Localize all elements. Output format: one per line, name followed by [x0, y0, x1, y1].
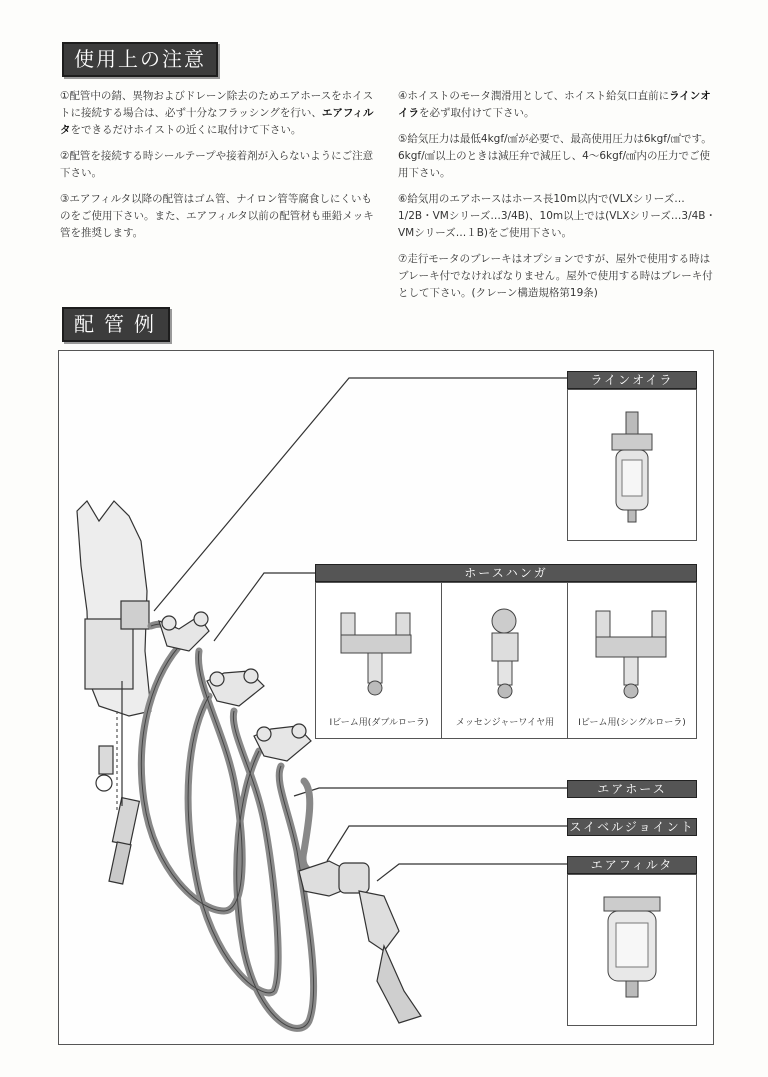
air-filter-icon [568, 875, 696, 1025]
section-header-caution: 使用上の注意 [62, 42, 218, 77]
hanger-photo-double-roller [315, 582, 443, 739]
label-hose-hanger: ホースハンガ [315, 564, 697, 582]
caution-list-left [60, 88, 378, 251]
air-filter-photo [567, 874, 697, 1026]
line-oiler-icon [568, 390, 696, 540]
line-oiler-photo [567, 389, 697, 541]
label-air-hose: エアホース [567, 780, 697, 798]
caption-single-roller: Iビーム用(シングルローラ) [578, 718, 686, 728]
label-air-filter: エアフィルタ [567, 856, 697, 874]
swivel-joint-illustration [299, 861, 421, 1023]
piping-diagram [58, 350, 714, 1045]
hanger-photo-single-roller [567, 582, 697, 739]
label-swivel-joint: スイベルジョイント [567, 818, 697, 836]
section-header-piping-example: 配管例 [62, 307, 170, 342]
caution-item-1: ①配管中の錆、異物およびドレーン除去のためエアホースをホイストに接続する場合は、必ず十分なフラッシングを行い、エアフィルタをできるだけホイストの近くに取付けて下さい。 [60, 90, 374, 136]
caution-item-6: ⑥給気用のエアホースはホース長10m以内で(VLXシリーズ…1/2B・VMシリーズ…3/4B)、10m以上では(VLXシリーズ…3/4B・VMシリーズ…１B)をご使用下さい。 [398, 193, 717, 239]
caution-item-4: ④ホイストのモータ潤滑用として、ホイスト給気口直前にラインオイラを必ず取付けて下さい。 [398, 90, 711, 119]
hanger-photo-messenger-wire [441, 582, 569, 739]
caution-item-2: ②配管を接続する時シールテープや接着剤が入らないようにご注意下さい。 [60, 150, 374, 179]
caution-item-5: ⑤給気圧力は最低4kgf/㎠が必要で、最高使用圧力は6kgf/㎠です。6kgf/㎠以上のときは減圧弁で減圧し、4～6kgf/㎠内の圧力でご使用下さい。 [398, 133, 712, 179]
caption-messenger-wire: メッセンジャーワイヤ用 [455, 718, 555, 728]
label-line-oiler: ラインオイラ [567, 371, 697, 389]
caption-double-roller: Iビーム用(ダブルローラ) [329, 718, 429, 728]
caution-item-7: ⑦走行モータのブレーキはオプションですが、屋外で使用する時はブレーキ付でなければなりません。屋外で使用する時はブレーキ付として下さい。(クレーン構造規格第19条) [398, 253, 713, 299]
caution-list-right [398, 88, 716, 311]
hoist-illustration [77, 501, 151, 884]
caution-item-3: ③エアフィルタ以降の配管はゴム管、ナイロン管等腐食しにくいものをご使用下さい。また、エアフィルタ以前の配管材も亜鉛メッキ管を推奨します。 [60, 193, 374, 239]
